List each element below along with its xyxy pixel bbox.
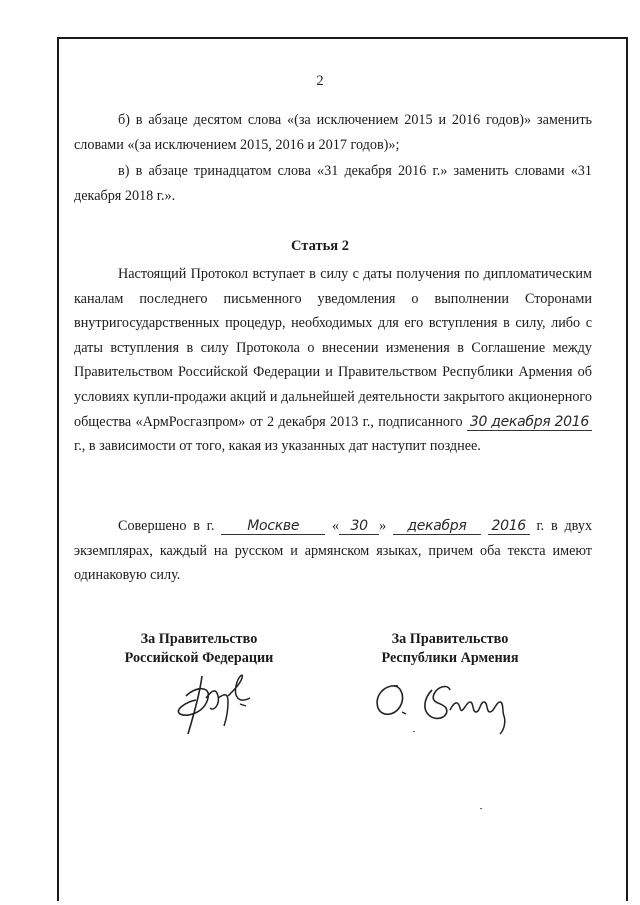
handwritten-city: Москве (221, 518, 325, 535)
scan-speck (480, 808, 482, 809)
paragraph-b: б) в абзаце десятом слова «(за исключением 2015 и 2016 годов)» заменить словами «(за исключением 2015, 2016 и 2017 годов)»; (74, 112, 592, 153)
signature-armenia (368, 672, 528, 738)
day-quote-open: « (331, 518, 340, 534)
article-2-text-end: г., в зависимости от того, какая из указанных дат наступит позднее. (74, 438, 481, 455)
done-at-prefix: Совершено в г. (118, 518, 215, 534)
scan-speck (413, 731, 415, 732)
signatory-russia-line2: Российской Федерации (124, 650, 274, 666)
handwritten-year: 2016 (488, 518, 530, 535)
handwritten-month: декабря (393, 518, 481, 535)
handwritten-day: 30 (339, 518, 379, 535)
article-heading: Статья 2 (291, 238, 349, 254)
handwritten-signing-date: 30 декабря 2016 (467, 414, 592, 431)
article-2-text-start: Настоящий Протокол вступает в силу с даты получения по дипломатическим каналам последнего письменного уведомления о выполнении Сторонами внутригосударственных процедур, необходимых для его вступления в силу, либо с даты вступления в силу Протокола о внесении изменения в Соглашение между Правительством Российской Федерации и Правительством Республики Армения об условиях купли-продажи акций и дальнейшей деятельности закрытого акционерного общества «АрмРосгазпром» от 2 декабря 2013 г., подписанного (74, 266, 592, 430)
done-at-suffix: г. в двух экземплярах, каждый на русском и армянском языках, причем оба текста имеют одинаковую силу. (74, 518, 593, 584)
day-quote-close: » (379, 518, 387, 534)
article-2-paragraph (74, 262, 592, 459)
signatory-russia (104, 630, 294, 668)
page-number: 2 (316, 73, 324, 89)
signatory-armenia-line2: Республики Армения (381, 650, 519, 666)
signatory-russia-line1: За Правительство (140, 631, 258, 647)
signature-russia (166, 668, 276, 738)
signatory-armenia (350, 630, 550, 668)
done-at-paragraph (74, 514, 592, 588)
paragraph-v: в) в абзаце тринадцатом слова «31 декабря 2016 г.» заменить словами «31 декабря 2018 г.». (74, 163, 592, 204)
signatory-armenia-line1: За Правительство (391, 631, 509, 647)
